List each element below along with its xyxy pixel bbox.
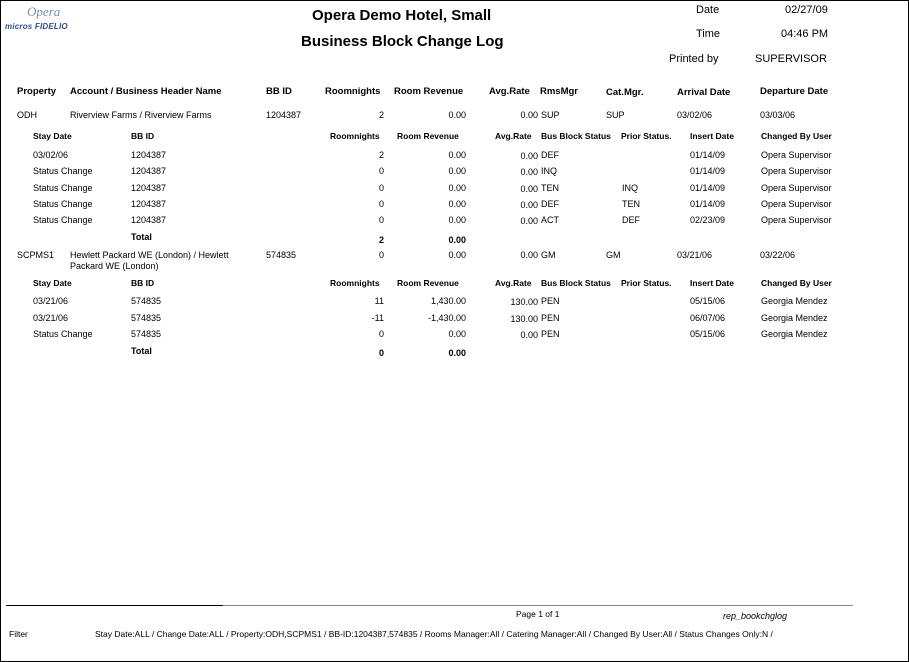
block-property: ODH xyxy=(17,110,37,120)
block-cat-mgr: GM xyxy=(606,250,621,260)
bbid: 1204387 xyxy=(131,215,167,225)
stay-date: 03/21/06 xyxy=(33,313,69,323)
col-bbid: BB ID xyxy=(266,86,292,97)
changed-by: Opera Supervisor xyxy=(761,215,832,225)
sub-col-status: Bus Block Status xyxy=(541,131,611,141)
sub-col-prior: Prior Status. xyxy=(621,131,672,141)
col-roomnights: Roomnights xyxy=(325,86,381,97)
block-rms-mgr: GM xyxy=(541,250,556,260)
total-revenue: 0.00 xyxy=(448,235,466,245)
revenue: 1,430.00 xyxy=(430,296,466,306)
avg-rate: 130.00 xyxy=(510,314,538,324)
status: ACT xyxy=(541,215,559,225)
stay-date: Status Change xyxy=(33,199,93,209)
prior-status: INQ xyxy=(622,183,639,193)
stay-date: Status Change xyxy=(33,215,93,225)
col-departure: Departure Date xyxy=(760,86,829,97)
insert-date: 05/15/06 xyxy=(690,296,726,306)
revenue: 0.00 xyxy=(448,183,466,193)
footer-divider-left xyxy=(6,605,223,606)
insert-date: 02/23/09 xyxy=(690,215,726,225)
sub-col-roomnights: Roomnights xyxy=(330,131,380,141)
avg-rate: 0.00 xyxy=(520,151,538,161)
page-number: Page 1 of 1 xyxy=(516,609,560,619)
col-room-revenue: Room Revenue xyxy=(394,86,464,97)
block-avg-rate: 0.00 xyxy=(520,110,538,120)
stay-date: 03/02/06 xyxy=(33,150,69,160)
hotel-name: Opera Demo Hotel, Small xyxy=(312,7,492,24)
time-value: 04:46 PM xyxy=(781,28,829,40)
sub-col-roomnights: Roomnights xyxy=(330,278,380,288)
prior-status: TEN xyxy=(622,199,640,209)
roomnights: 0 xyxy=(378,183,384,193)
block-arrival: 03/02/06 xyxy=(677,110,713,120)
sub-col-insert: Insert Date xyxy=(690,131,734,141)
roomnights: -11 xyxy=(371,313,384,323)
sub-col-stay-date: Stay Date xyxy=(33,131,72,141)
insert-date: 05/15/06 xyxy=(690,329,726,339)
block-rms-mgr: SUP xyxy=(541,110,560,120)
block-property: SCPMS1 xyxy=(17,250,55,260)
insert-date: 01/14/09 xyxy=(690,199,726,209)
insert-date: 01/14/09 xyxy=(690,166,726,176)
avg-rate: 0.00 xyxy=(520,167,538,177)
changed-by: Georgia Mendez xyxy=(761,296,828,306)
roomnights: 2 xyxy=(378,150,384,160)
roomnights: 0 xyxy=(378,166,384,176)
stay-date: Status Change xyxy=(33,183,93,193)
stay-date: Status Change xyxy=(33,329,93,339)
time-label: Time xyxy=(696,28,721,40)
roomnights: 0 xyxy=(378,329,384,339)
block-account: Riverview Farms / Riverview Farms xyxy=(70,110,212,120)
changed-by: Opera Supervisor xyxy=(761,183,832,193)
block-roomnights: 0 xyxy=(378,250,384,260)
bbid: 574835 xyxy=(131,296,162,306)
bbid: 1204387 xyxy=(131,150,167,160)
avg-rate: 0.00 xyxy=(520,216,538,226)
revenue: -1,430.00 xyxy=(427,313,466,323)
report-name: rep_bookchglog xyxy=(723,611,788,621)
sub-col-status: Bus Block Status xyxy=(541,278,611,288)
sub-col-bbid: BB ID xyxy=(131,278,155,288)
avg-rate: 0.00 xyxy=(520,184,538,194)
changed-by: Opera Supervisor xyxy=(761,150,832,160)
col-cat-mgr: Cat.Mgr. xyxy=(606,87,644,98)
micros-fidelio-logo: micros FIDELIO xyxy=(5,22,68,31)
block-departure: 03/22/06 xyxy=(760,250,796,260)
printed-by-label: Printed by xyxy=(669,53,719,65)
block-revenue: 0.00 xyxy=(448,250,466,260)
col-arrival: Arrival Date xyxy=(677,87,731,98)
block-bbid: 574835 xyxy=(266,250,297,260)
changed-by: Opera Supervisor xyxy=(761,166,832,176)
sub-col-changed-by: Changed By User xyxy=(761,278,832,288)
status: TEN xyxy=(541,183,559,193)
revenue: 0.00 xyxy=(448,150,466,160)
insert-date: 01/14/09 xyxy=(690,150,726,160)
status: DEF xyxy=(541,199,559,209)
col-avg-rate: Avg.Rate xyxy=(489,86,530,97)
avg-rate: 0.00 xyxy=(520,200,538,210)
block-account-line2: Packard WE (London) xyxy=(70,261,159,271)
bbid: 1204387 xyxy=(131,199,167,209)
block-account: Hewlett Packard WE (London) / Hewlett xyxy=(70,250,229,260)
revenue: 0.00 xyxy=(448,199,466,209)
avg-rate: 130.00 xyxy=(510,297,538,307)
block-bbid: 1204387 xyxy=(266,110,302,120)
sub-col-revenue: Room Revenue xyxy=(397,278,459,288)
roomnights: 11 xyxy=(374,296,384,306)
printed-by-value: SUPERVISOR xyxy=(755,53,827,65)
sub-col-insert: Insert Date xyxy=(690,278,734,288)
opera-logo: Opera xyxy=(27,4,61,19)
block-roomnights: 2 xyxy=(378,110,384,120)
filter-text: Stay Date:ALL / Change Date:ALL / Property:ODH,SCPMS1 / BB-ID:1204387,574835 / Rooms Manager:All / Catering Manager:All / Changed By User:All / Status Changes Only:N / xyxy=(95,629,773,639)
insert-date: 01/14/09 xyxy=(690,183,726,193)
roomnights: 0 xyxy=(378,199,384,209)
insert-date: 06/07/06 xyxy=(690,313,726,323)
footer-divider-right xyxy=(223,605,853,606)
sub-col-changed-by: Changed By User xyxy=(761,131,832,141)
date-value: 02/27/09 xyxy=(785,4,828,16)
total-revenue: 0.00 xyxy=(448,348,466,358)
bbid: 574835 xyxy=(131,329,162,339)
sub-col-avg-rate: Avg.Rate xyxy=(495,131,532,141)
revenue: 0.00 xyxy=(448,166,466,176)
status: DEF xyxy=(541,150,559,160)
bbid: 574835 xyxy=(131,313,162,323)
bbid: 1204387 xyxy=(131,183,167,193)
revenue: 0.00 xyxy=(448,215,466,225)
block-departure: 03/03/06 xyxy=(760,110,796,120)
avg-rate: 0.00 xyxy=(520,330,538,340)
total-label: Total xyxy=(131,232,152,242)
changed-by: Georgia Mendez xyxy=(761,329,828,339)
filter-label: Filter xyxy=(9,629,28,639)
status: PEN xyxy=(541,296,560,306)
status: PEN xyxy=(541,313,560,323)
sub-col-bbid: BB ID xyxy=(131,131,155,141)
changed-by: Georgia Mendez xyxy=(761,313,828,323)
roomnights: 0 xyxy=(378,215,384,225)
col-account: Account / Business Header Name xyxy=(70,86,222,97)
sub-col-prior: Prior Status. xyxy=(621,278,672,288)
date-label: Date xyxy=(696,4,720,16)
total-roomnights: 2 xyxy=(378,235,384,245)
col-property: Property xyxy=(17,86,57,97)
col-rms-mgr: RmsMgr xyxy=(540,86,579,97)
block-cat-mgr: SUP xyxy=(606,110,625,120)
block-revenue: 0.00 xyxy=(448,110,466,120)
total-label: Total xyxy=(131,346,152,356)
sub-col-avg-rate: Avg.Rate xyxy=(495,278,532,288)
bbid: 1204387 xyxy=(131,166,167,176)
stay-date: 03/21/06 xyxy=(33,296,69,306)
block-avg-rate: 0.00 xyxy=(520,250,538,260)
total-roomnights: 0 xyxy=(378,348,384,358)
stay-date: Status Change xyxy=(33,166,93,176)
block-arrival: 03/21/06 xyxy=(677,250,713,260)
sub-col-revenue: Room Revenue xyxy=(397,131,459,141)
changed-by: Opera Supervisor xyxy=(761,199,832,209)
report-title: Business Block Change Log xyxy=(301,33,504,50)
prior-status: DEF xyxy=(622,215,640,225)
sub-col-stay-date: Stay Date xyxy=(33,278,72,288)
status: INQ xyxy=(541,166,558,176)
revenue: 0.00 xyxy=(448,329,466,339)
status: PEN xyxy=(541,329,560,339)
